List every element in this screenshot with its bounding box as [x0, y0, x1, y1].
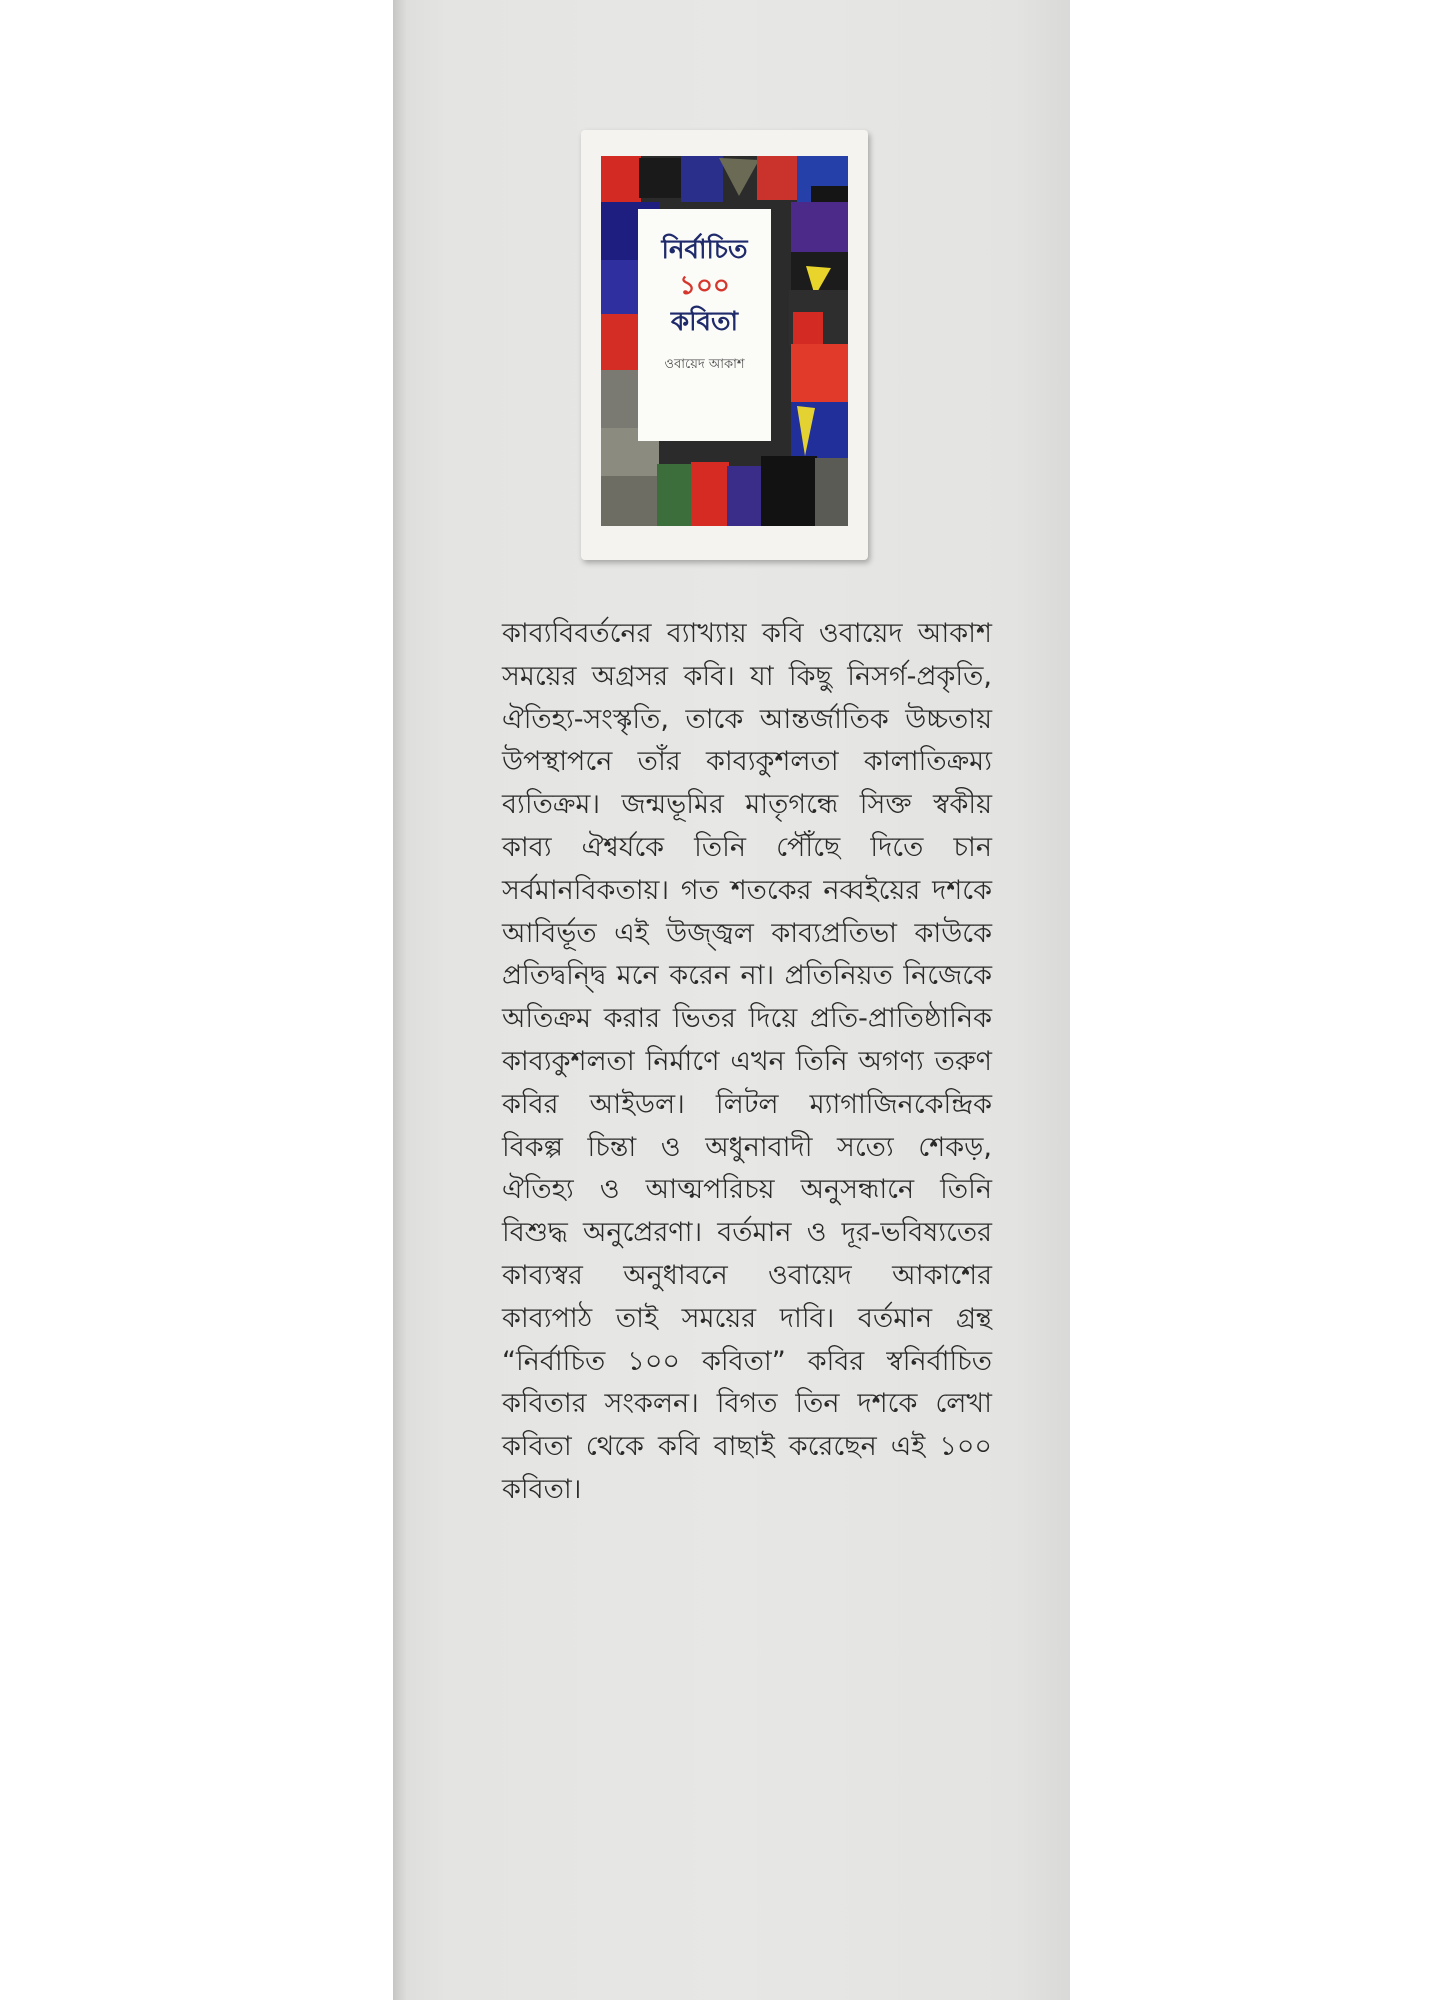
cover-title-subtitle: কবিতা	[670, 307, 739, 337]
book-cover-thumbnail	[581, 130, 868, 560]
blurb-text: কাব্যবিবর্তনের ব্যাখ্যায় কবি ওবায়েদ আকাশ সময়ের অগ্রসর কবি। যা কিছু নিসর্গ-প্রকৃতি, ঐতিহ্য-সংস্কৃতি, তাকে আন্তর্জাতিক উচ্চতায় উপস্থাপনে তাঁর কাব্যকুশলতা কালাতিক্রম্য ব্যতিক্রম। জন্মভূমির মাতৃগন্ধে সিক্ত স্বকীয় কাব্য ঐশ্বর্যকে তিনি পৌঁছে দিতে চান সর্বমানবিকতায়। গত শতকের নব্বইয়ের দশকে আবির্ভূত এই উজ্জ্বল কাব্যপ্রতিভা কাউকে প্রতিদ্বন্দ্বি মনে করেন না। প্রতিনিয়ত নিজেকে অতিক্রম করার ভিতর দিয়ে প্রতি-প্রাতিষ্ঠানিক কাব্যকুশলতা নির্মাণে এখন তিনি অগণ্য তরুণ কবির আইডল। লিটল ম্যাগাজিনকেন্দ্রিক বিকল্প চিন্তা ও অধুনাবাদী সত্যে শেকড়, ঐতিহ্য ও আত্মপরিচয় অনুসন্ধানে তিনি বিশুদ্ধ অনুপ্রেরণা। বর্তমান ও দূর-ভবিষ্যতের কাব্যস্বর অনুধাবনে ওবায়েদ আকাশের কাব্যপাঠ তাই সময়ের দাবি। বর্তমান গ্রন্থ “নির্বাচিত ১০০ কবিতা” কবির স্বনির্বাচিত কবিতার সংকলন। বিগত তিন দশকে লেখা কবিতা থেকে কবি বাছাই করেছেন এই ১০০ কবিতা।	[502, 618, 992, 1505]
flap-edge-shadow	[393, 0, 407, 2000]
cover-title: নির্বাচিত	[661, 235, 748, 265]
cover-author: ওবায়েদ আকাশ	[664, 357, 745, 372]
cover-title-panel	[638, 209, 771, 441]
cover-title-number: ১০০	[679, 271, 730, 301]
